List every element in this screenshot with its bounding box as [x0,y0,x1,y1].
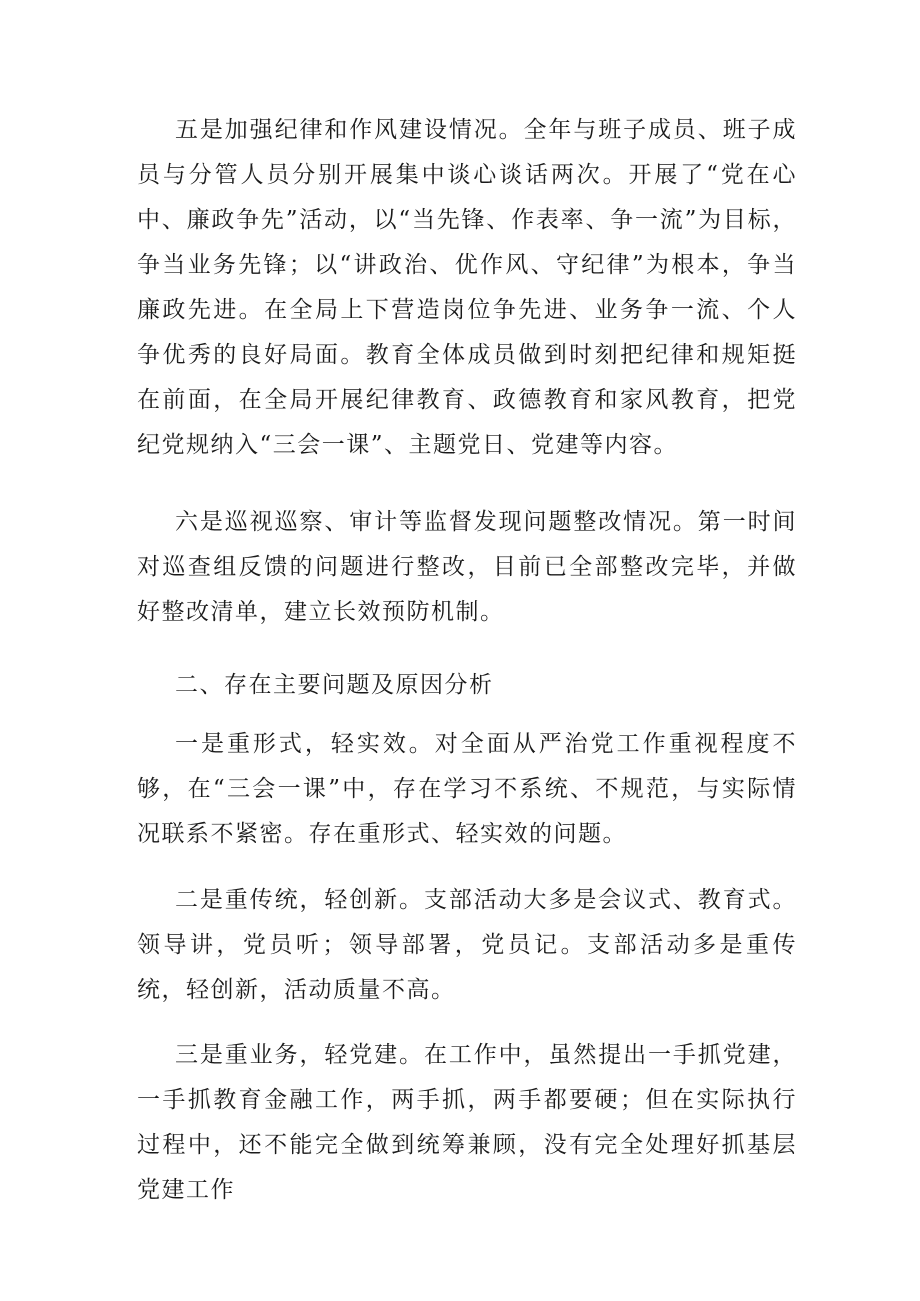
paragraph-tradition-over-innovation: 二是重传统，轻创新。支部活动大多是会议式、教育式。领导讲，党员听；领导部署，党员记。支部活动多是重传统，轻创新，活动质量不高。 [137,887,797,1003]
paragraph-form-over-substance: 一是重形式，轻实效。对全面从严治党工作重视程度不够，在“三会一课”中，存在学习不系统、不规范，与实际情况联系不紧密。存在重形式、轻实效的问题。 [137,731,797,847]
section-heading-problems: 二、存在主要问题及原因分析 [175,672,494,698]
paragraph-discipline-style: 五是加强纪律和作风建设情况。全年与班子成员、班子成员与分管人员分别开展集中谈心谈话两次。开展了“党在心中、廉政争先”活动，以“当先锋、作表率、争一流”为目标，争当业务先锋；以“讲政治、优作风、守纪律”为根本，争当廉政先进。在全局上下营造岗位争先进、业务争一流、个人争优秀的良好局面。教育全体成员做到时刻把纪律和规矩挺在前面，在全局开展纪律教育、政德教育和家风教育，把党纪党规纳入“三会一课”、主题党日、党建等内容。 [137,117,797,458]
paragraph-inspection-rectification: 六是巡视巡察、审计等监督发现问题整改情况。第一时间对巡查组反馈的问题进行整改，目前已全部整改完毕，并做好整改清单，建立长效预防机制。 [137,509,797,625]
paragraph-business-over-party-building: 三是重业务，轻党建。在工作中，虽然提出一手抓党建，一手抓教育金融工作，两手抓，两手都要硬；但在实际执行过程中，还不能完全做到统筹兼顾，没有完全处理好抓基层党建工作 [137,1042,797,1203]
